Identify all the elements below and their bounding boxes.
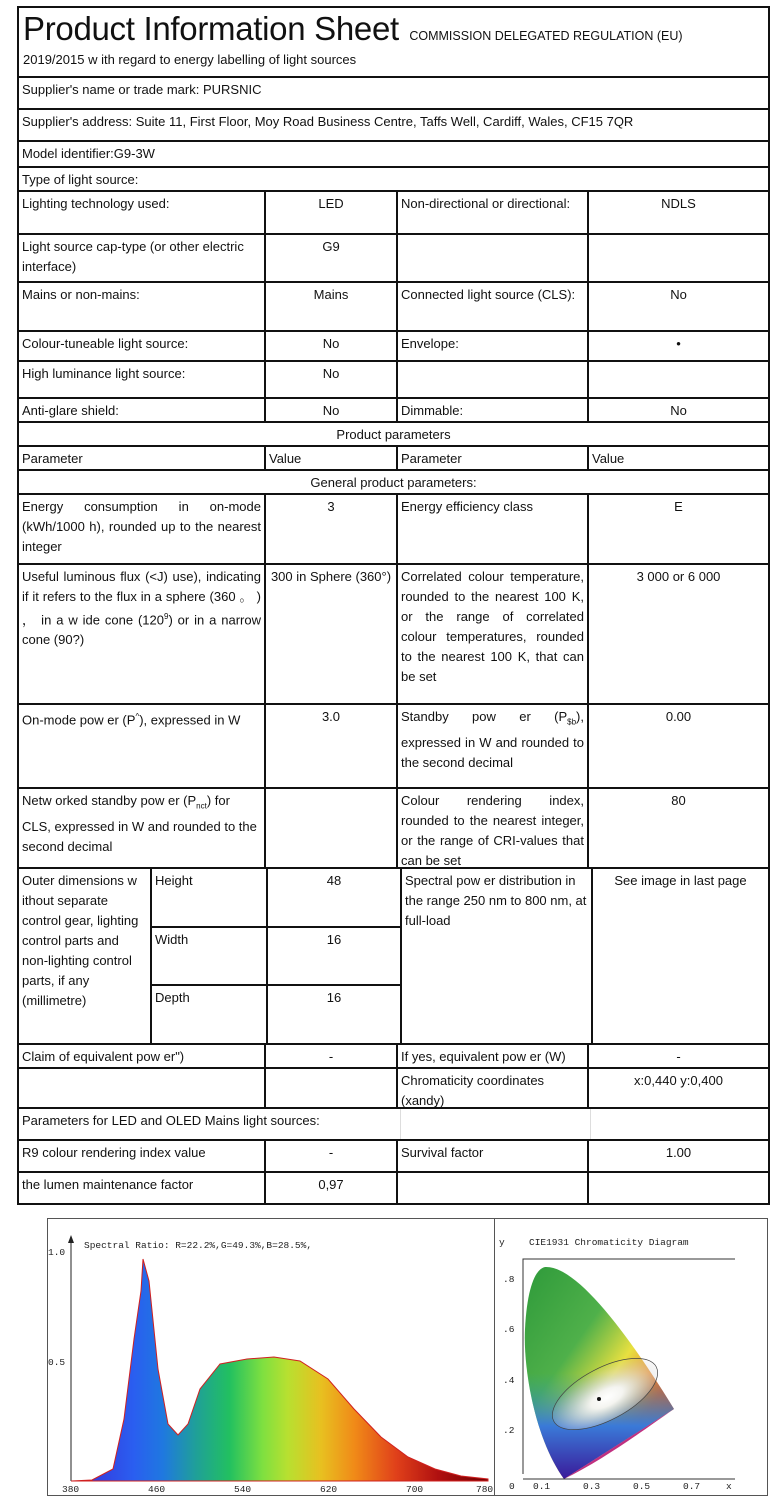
param-label: Colour-tuneable light source:: [19, 332, 266, 360]
param-label: Spectral pow er distribution in the range 250 nm to 800 nm, at full-load: [402, 869, 593, 1043]
table-row: [17, 705, 770, 789]
param-value: x:0,440 y:0,400: [634, 1073, 723, 1088]
param-label: [398, 1173, 589, 1203]
svg-text:0: 0: [509, 1481, 515, 1492]
param-label: Colour rendering index, rounded to the nearest integer, or the range of CRI-values that can be set: [398, 789, 589, 867]
param-value: No: [670, 403, 687, 418]
dimension-width-value: 16: [268, 928, 400, 987]
param-value: No: [266, 362, 398, 397]
param-value: LED: [266, 192, 398, 233]
param-label: Standby pow er $(P_{\$b})$, expressed in W and rounded to the second decimal: [398, 705, 589, 787]
param-value: No: [266, 399, 398, 421]
table-row: [17, 1141, 770, 1173]
table-row: [17, 235, 770, 283]
general-heading-row: [17, 471, 770, 495]
param-value: •: [676, 336, 681, 351]
table-row: [17, 1069, 770, 1109]
param-label: Claim of equivalent pow er"): [19, 1045, 266, 1067]
param-label: Envelope:: [398, 332, 589, 360]
svg-text:540: 540: [234, 1484, 252, 1495]
param-label: Non-directional or directional:: [398, 192, 589, 233]
param-value: Mains: [266, 283, 398, 330]
svg-text:620: 620: [320, 1484, 338, 1495]
table-row: [17, 332, 770, 362]
cie-chart-svg: [495, 1219, 767, 1495]
svg-text:0.1: 0.1: [533, 1481, 551, 1492]
svg-text:x: x: [726, 1481, 732, 1492]
page-title: Product Information Sheet: [23, 10, 399, 47]
svg-text:.2: .2: [503, 1425, 515, 1436]
param-label: Netw orked standby pow er $(P_{nct})$ for CLS, expressed in W and rounded to the second decimal: [19, 789, 266, 867]
svg-text:700: 700: [406, 1484, 424, 1495]
dimension-depth-value: 16: [326, 990, 342, 1006]
param-value: -: [676, 1049, 681, 1064]
param-value: 0.00: [665, 709, 692, 724]
section-heading: General product parameters:: [310, 475, 477, 490]
param-value: 1.00: [665, 1145, 692, 1160]
param-label: Lighting technology used:: [19, 192, 266, 233]
param-label: On-mode pow er (P^), expressed in W: [19, 705, 266, 787]
supplier-name-row: [17, 78, 770, 110]
param-value: G9: [266, 235, 398, 281]
svg-text:380: 380: [62, 1484, 80, 1495]
dimension-names: [152, 869, 266, 1043]
param-label: Dimmable:: [398, 399, 589, 421]
param-value: E: [674, 499, 683, 514]
sheet-header: [17, 6, 770, 78]
dimension-values: [268, 869, 402, 1043]
table-row: [17, 1173, 770, 1205]
table-row: [17, 495, 770, 565]
table-row: [17, 565, 770, 705]
param-label: Connected light source (CLS):: [398, 283, 589, 330]
dimensions-label: Outer dimensions w ithout separate control gear, lighting control parts and non-lighting control parts, if any (millimetre): [19, 869, 152, 1043]
param-label: Energy efficiency class: [398, 495, 589, 563]
section-heading: Parameters for LED and OLED Mains light sources:: [22, 1113, 320, 1128]
spectral-chart-svg: [48, 1219, 494, 1495]
param-label: Anti-glare shield:: [19, 399, 266, 421]
param-value: [266, 789, 398, 867]
param-label: Survival factor: [398, 1141, 589, 1171]
param-label: Chromaticity coordinates (xandy): [398, 1069, 589, 1107]
regulation-subtitle: 2019/2015 w ith regard to energy labelling of light sources: [23, 52, 357, 67]
param-value: No: [670, 287, 687, 302]
param-label: Energy consumption in on-mode (kWh/1000 h), rounded up to the nearest integer: [19, 495, 266, 563]
spectral-curve: [71, 1259, 488, 1481]
product-parameters-heading-row: [17, 423, 770, 447]
cie-chromaticity-chart: [495, 1219, 767, 1495]
table-row: [17, 362, 770, 399]
model-identifier: Model identifier:G9-3W: [22, 146, 155, 161]
product-information-sheet: [17, 6, 770, 1205]
svg-text:460: 460: [148, 1484, 166, 1495]
param-label: R9 colour rendering index value: [19, 1141, 266, 1171]
svg-text:.8: .8: [503, 1274, 515, 1285]
spectral-ratio-label: Spectral Ratio: R=22.2%,G=49.3%,B=28.5%,: [84, 1240, 313, 1251]
dimension-width-label: Width: [152, 928, 266, 987]
dimensions-row: [17, 869, 770, 1045]
svg-text:1.0: 1.0: [48, 1247, 66, 1258]
column-header: Value: [266, 447, 398, 469]
table-row: [17, 789, 770, 869]
param-value: NDLS: [661, 196, 696, 211]
param-label: Mains or non-mains:: [19, 283, 266, 330]
table-row: [17, 1045, 770, 1069]
param-value: -: [266, 1141, 398, 1171]
table-row: [17, 192, 770, 235]
svg-text:780: 780: [476, 1484, 494, 1495]
param-value: 3: [266, 495, 398, 563]
type-heading-row: [17, 168, 770, 192]
param-value: No: [266, 332, 398, 360]
table-row: [17, 399, 770, 423]
table-row: [17, 283, 770, 332]
chromaticity-point: [597, 1397, 601, 1401]
param-label: High luminance light source:: [19, 362, 266, 397]
param-label: [398, 362, 589, 397]
column-header-row: [17, 447, 770, 471]
charts-panel: [47, 1218, 768, 1496]
spectral-power-chart: [48, 1219, 495, 1495]
dimension-height-label: Height: [152, 869, 266, 928]
param-label: Correlated colour temperature, rounded to the nearest 100 K, or the range of correlated colour temperatures, rounded to the nearest 100 K, that can be set: [398, 565, 589, 703]
param-value: [589, 1173, 768, 1203]
dimensions-group: [19, 869, 268, 1043]
svg-text:0.7: 0.7: [683, 1481, 701, 1492]
svg-text:.4: .4: [503, 1375, 515, 1386]
param-value: [589, 235, 768, 281]
param-value: 0,97: [266, 1173, 398, 1203]
supplier-address: Supplier's address: Suite 11, First Floor, Moy Road Business Centre, Taffs Well, Cardiff, Wales, CF15 7QR: [22, 114, 634, 129]
param-label: the lumen maintenance factor: [19, 1173, 266, 1203]
column-header: Parameter: [398, 447, 589, 469]
cie-title: CIE1931 Chromaticity Diagram: [529, 1237, 689, 1248]
supplier-name: Supplier's name or trade mark: PURSNIC: [22, 82, 262, 97]
model-row: [17, 142, 770, 168]
param-value: 3.0: [266, 705, 398, 787]
svg-text:0.3: 0.3: [583, 1481, 601, 1492]
section-heading: Product parameters: [336, 427, 451, 442]
param-value: See image in last page: [614, 873, 747, 888]
regulation-title: COMMISSION DELEGATED REGULATION (EU): [409, 29, 683, 43]
param-value: 300 in Sphere (360°): [266, 565, 398, 703]
param-value: 80: [671, 793, 686, 808]
param-value: 3 000 or 6 000: [636, 569, 721, 584]
led-heading-row: [17, 1109, 770, 1141]
column-header: Value: [592, 451, 625, 466]
type-heading: Type of light source:: [22, 172, 139, 187]
svg-text:y: y: [499, 1237, 505, 1248]
supplier-address-row: [17, 110, 770, 142]
dimension-height-value: 48: [268, 869, 400, 928]
param-value: -: [266, 1045, 398, 1067]
dimension-depth-label: Depth: [155, 990, 190, 1006]
column-header: Parameter: [19, 447, 266, 469]
param-label: Light source cap-type (or other electric interface): [19, 235, 266, 281]
svg-text:.6: .6: [503, 1324, 515, 1335]
param-label: If yes, equivalent pow er (W): [398, 1045, 589, 1067]
param-label: [19, 1069, 266, 1107]
param-value: [266, 1069, 398, 1107]
svg-text:0.5: 0.5: [48, 1357, 66, 1368]
param-value: [589, 362, 768, 397]
param-label: [398, 235, 589, 281]
param-label: Useful luminous flux (<J) use), indicating if it refers to the flux in a sphere (360 。 ) ， in a w ide cone $(120^9)$ or in a narrow cone (90?): [19, 565, 266, 703]
svg-text:0.5: 0.5: [633, 1481, 651, 1492]
